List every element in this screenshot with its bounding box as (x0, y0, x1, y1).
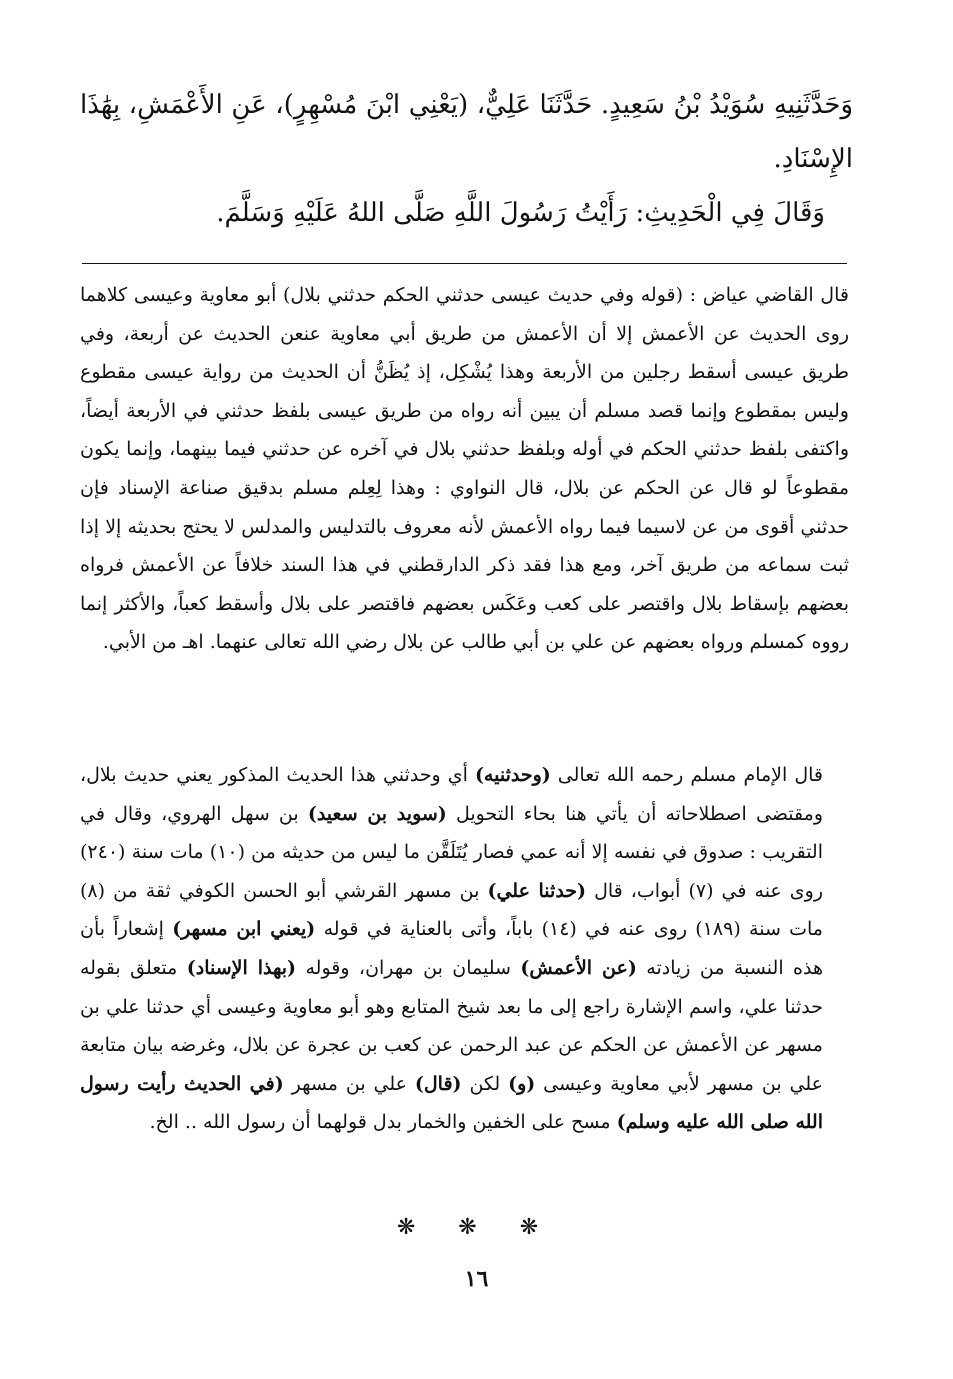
keyword-wahaddathanihi: (وحدثنيه) (474, 764, 551, 786)
page-number: ١٦ (464, 1266, 489, 1292)
commentary-text-7: لكن (469, 1072, 501, 1095)
ornament-stars: ❋ ❋ ❋ (396, 1215, 557, 1240)
commentary-paragraph (80, 756, 849, 1142)
commentary-text-8: علي بن مسهر (291, 1072, 407, 1095)
commentary-text-4: إشعاراً بأن هذه النسبة من زيادته (80, 918, 823, 979)
keyword-fil-hadith: (في الحديث رأيت رسول الله صلى الله عليه وسلم) (80, 1072, 823, 1134)
keyword-yani-ibn-mushir: (يعني ابن مسهر) (172, 918, 316, 941)
commentary-text-9: مسح على الخفين والخمار بدل قولهما أن رسول الله .. الخ. (149, 1111, 611, 1134)
footnote-text: قال القاضي عياض : (قوله وفي حديث عيسى حدثني الحكم حدثني بلال) أبو معاوية وعيسى كلاهما روى الحديث عن الأعمش إلا أن الأعمش من طريق أبي معاوية عنعن الحديث عن أربعة، وفي طريق عيسى أسقط رجلين من الأربعة وهذا يُشْكِل، إذ يُظَنُّ أن الحديث من رواية عيسى مقطوع وليس بمقطوع وإنما قصد مسلم أن يبين أنه رواه من طريق عيسى بلفظ حدثني في الأربعة أيضاً، واكتفى بلفظ حدثني الحكم في أوله وبلفظ حدثني بلال في آخره عن حدثني فيما بينهما، وإنما يكون مقطوعاً لو قال عن الحكم عن بلال، قال النواوي : وهذا لِعِلم مسلم بدقيق صناعة الإسناد فإن حدثني أقوى من عن لاسيما فيما رواه الأعمش لأنه معروف بالتدليس والمدلس لا يحتج بحديثه إلا إذا ثبت سماعه من طريق آخر، ومع هذا فقد ذكر الدارقطني في هذا السند خلافاً عن الأعمش فرواه بعضهم بإسقاط بلال واقتصر على كعب وعَكَس بعضهم فاقتصر على بلال وأسقط كعباً، والأكثر إنما رووه كمسلم ورواه بعضهم عن علي بن أبي طالب عن بلال رضي الله تعالى عنهما. اهـ من الأبي. (80, 284, 849, 654)
keyword-suwayd: (سويد بن سعيد) (307, 802, 447, 825)
commentary-intro: قال الإمام مسلم رحمه الله تعالى (557, 764, 823, 786)
commentary-text-1: أي وحدثني هذا الحديث المذكور يعني حديث بلال، ومقتضى اصطلاحاته أن يأتي هنا بحاء التحويل (80, 764, 823, 825)
keyword-qala: (قال) (414, 1072, 462, 1095)
keyword-haddathana-ali: (حدثنا علي) (487, 879, 587, 902)
hadith-line-1: وَحَدَّثَنِيهِ سُوَيْدُ بْنُ سَعِيدٍ. حَدَّثَنَا عَلِيٌّ، (يَعْنِي ابْنَ مُسْهِرٍ)، عَنِ الأَعْمَشِ، بِهَٰذَا الإِسْنَادِ. (80, 90, 853, 174)
commentary-text-2: بن سهل الهروي، وقال في التقريب : صدوق في نفسه إلا أنه عمي فصار يُتَلَقَّن ما ليس من حديثه من (١٠) مات سنة (٢٤٠) روى عنه في (٧) أبواب، قال (80, 802, 824, 902)
hadith-text (80, 78, 853, 240)
keyword-bihadha-alisnad: (بهذا الإسناد) (186, 956, 297, 979)
keyword-an-alamash: (عن الأعمش) (520, 956, 637, 979)
commentary-text-6: متعلق بقوله حدثنا علي، واسم الإشارة راجع إلى ما بعد شيخ المتابع وهو أبو معاوية وعيسى أي حدثنا علي بن مسهر عن الأعمش عن الحكم عن عبد الرحمن عن كعب بن عجرة عن بلال، وغرضه بيان متابعة علي بن مسهر لأبي معاوية وعيسى (80, 956, 823, 1095)
commentary-block (80, 756, 849, 1142)
footnote-divider (82, 263, 847, 264)
commentary-text-5: سليمان بن مهران، وقوله (305, 956, 511, 979)
footnote-block (80, 276, 849, 662)
hadith-line-2: وَقَالَ فِي الْحَدِيثِ: رَأَيْتُ رَسُولَ اللَّهِ صَلَّى اللهُ عَلَيْهِ وَسَلَّمَ. (216, 198, 825, 228)
commentary-text-3: بن مسهر القرشي أبو الحسن الكوفي ثقة من (٨) مات سنة (١٨٩) روى عنه في (١٤) باباً، وأتى بالعناية في قوله (80, 879, 823, 941)
keyword-waw: (و) (508, 1072, 536, 1095)
